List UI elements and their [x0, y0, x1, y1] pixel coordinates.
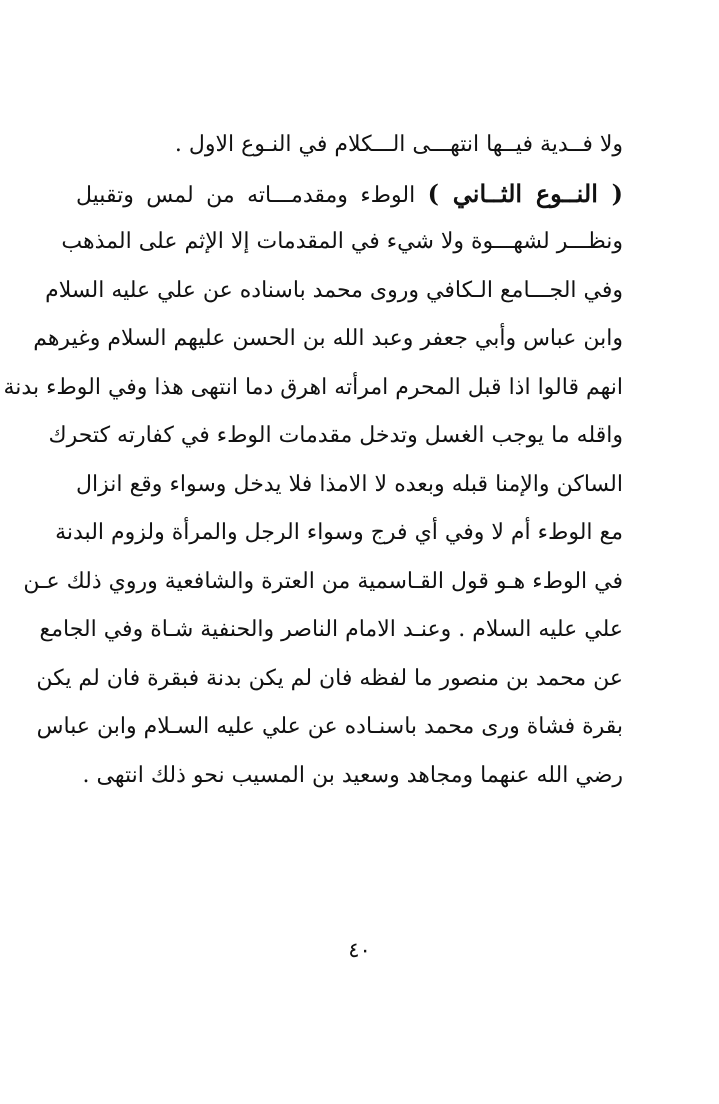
text-line-1: ولا فــدية فيــها انتهـــى الـــكلام في النـوع الاول .	[174, 132, 623, 157]
body-text	[3, 121, 624, 800]
text-line-2: الوطء ومقدمـــاته من لمس وتقبيل	[76, 182, 416, 208]
text-line-5: وابن عباس وأبي جعفر وعبد الله بن الحسن عليهم السلام وغيرهم	[33, 326, 623, 351]
text-line-6: انهم قالوا اذا قبل المحرم امرأته اهرق دما انتهى هذا وفي الوطء بدنة	[3, 374, 623, 400]
text-line-4: وفي الجـــامع الـكافي وروى محمد باسناده عن علي عليه السلام	[45, 277, 623, 303]
text-line-2-with-heading	[76, 170, 623, 219]
section-heading: ( النــوع الثــاني )	[427, 178, 624, 208]
text-line-8: الساكن والإمنا قبله وبعده لا الامذا فلا يدخل وسواء وقع انزال	[76, 471, 623, 497]
text-line-13: بقرة فشاة ورى محمد باسنـاده عن علي عليه السـلام وابن عباس	[36, 714, 623, 739]
text-line-9: مع الوطء أم لا وفي أي فرج وسواء الرجل والمرأة ولزوم البدنة	[55, 520, 623, 545]
text-line-10: في الوطء هـو قول القـاسمية من العترة والشافعية وروي ذلك عـن	[23, 568, 623, 594]
text-line-14: رضي الله عنهما ومجاهد وسعيد بن المسيب نحو ذلك انتهى .	[82, 762, 623, 788]
text-line-7: واقله ما يوجب الغسل وتدخل مقدمات الوطء في كفارته كتحرك	[48, 423, 623, 448]
text-line-12: عن محمد بن منصور ما لفظه فان لم يكن بدنة فبقرة فان لم يكن	[36, 665, 623, 691]
text-line-11: علي عليه السلام . وعنـد الامام الناصر والحنفية شـاة وفي الجامع	[39, 617, 623, 642]
page-number: ٤٠	[348, 938, 371, 962]
text-line-3: ونظـــر لشهـــوة ولا شيء في المقدمات إلا الإثم على المذهب	[61, 229, 623, 254]
